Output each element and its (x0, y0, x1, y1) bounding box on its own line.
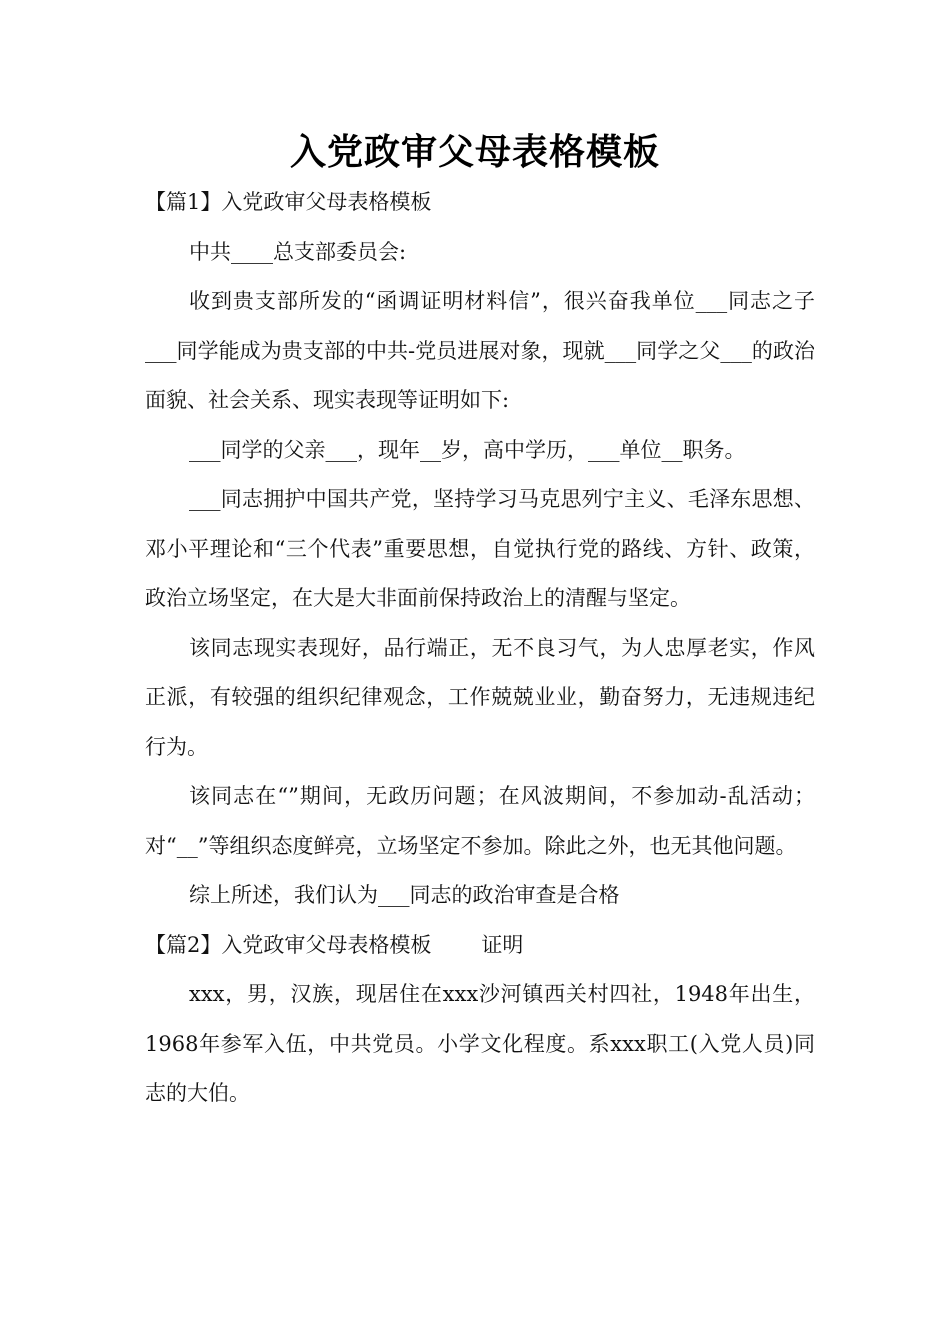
section-2-paragraph: xxx，男，汉族，现居住在xxx沙河镇西关村四社，1948年出生，1968年参军入伍，中共党员。小学文化程度。系xxx职工(入党人员)同志的大伯。 (145, 982, 815, 1105)
section-1-paragraph: ___同学的父亲___，现年__岁，高中学历，___单位__职务。 (189, 437, 746, 462)
section-2-heading-line (145, 921, 815, 971)
section-1-paragraph: 中共____总支部委员会: (189, 239, 407, 264)
section-1-paragraph: 综上所述，我们认为___同志的政治审查是合格 (189, 883, 620, 907)
document-body (145, 178, 815, 1119)
section-2-heading-suffix: 证明 (481, 932, 524, 957)
section-1-paragraph: 收到贵支部所发的“函调证明材料信”，很兴奋我单位___同志之子___同学能成为贵支部的中共-党员进展对象，现就___同学之父___的政治面貌、社会关系、现实表现等证明如下: (145, 289, 815, 412)
section-1-heading: 【篇1】入党政审父母表格模板 (145, 190, 432, 214)
document-title: 入党政审父母表格模板 (289, 131, 660, 173)
section-1-paragraph: 该同志在“”期间，无政历问题；在风波期间，不参加动-乱活动；对“__”等组织态度鲜亮，立场坚定不参加。除此之外，也无其他问题。 (145, 784, 815, 858)
section-1-paragraph: ___同志拥护中国共产党，坚持学习马克思列宁主义、毛泽东思想、邓小平理论和“三个代表”重要思想，自觉执行党的路线、方针、政策，政治立场坚定，在大是大非面前保持政治上的清醒与坚定。 (145, 487, 815, 610)
section-2-heading: 【篇2】入党政审父母表格模板 (145, 932, 432, 957)
section-1-paragraph: 该同志现实表现好，品行端正，无不良习气，为人忠厚老实，作风正派，有较强的组织纪律观念，工作兢兢业业，勤奋努力，无违规违纪行为。 (145, 635, 815, 759)
